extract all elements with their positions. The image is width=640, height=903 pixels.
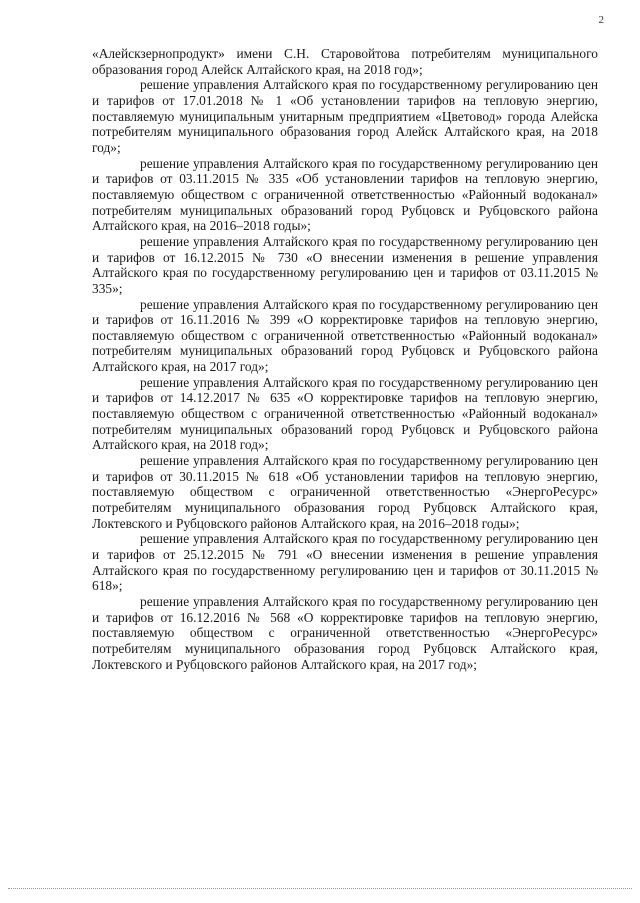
paragraph-decision: решение управления Алтайского края по государственному регулированию цен и тарифов от 17.01.2018 № 1 «Об установлении тарифов на тепловую энергию, поставляемую муниципальным унитарным предприятием «Цветовод» города Алейска потребителям муниципального образования город Алейск Алтайского края, на 2018 год»;	[92, 77, 598, 155]
paragraph-decision: решение управления Алтайского края по государственному регулированию цен и тарифов от 03.11.2015 № 335 «Об установлении тарифов на тепловую энергию, поставляемую обществом с ограниченной ответственностью «Районный водоканал» потребителям муниципальных образований город Рубцовск и Рубцовского района Алтайского края, на 2016–2018 годы»;	[92, 155, 598, 234]
scan-edge-line	[8, 888, 632, 889]
paragraph-decision: решение управления Алтайского края по государственному регулированию цен и тарифов от 16.11.2016 № 399 «О корректировке тарифов на тепловую энергию, поставляемую обществом с ограниченной ответственностью «Районный водоканал» потребителям муниципальных образований город Рубцовск и Рубцовского района Алтайского края, на 2017 год»;	[92, 296, 598, 375]
paragraph-decision: решение управления Алтайского края по государственному регулированию цен и тарифов от 16.12.2016 № 568 «О корректировке тарифов на тепловую энергию, поставляемую обществом с ограниченной ответственностью «ЭнергоРесурс» потребителям муниципального образования город Рубцовск Алтайского края, Локтевского и Рубцовского районов Алтайского края, на 2017 год»;	[92, 593, 598, 672]
paragraph-continuation: «Алейскзернопродукт» имени С.Н. Старовойтова потребителям муниципального образования город Алейск Алтайского края, на 2018 год»;	[92, 46, 598, 77]
paragraph-decision: решение управления Алтайского края по государственному регулированию цен и тарифов от 30.11.2015 № 618 «Об установлении тарифов на тепловую энергию, поставляемую обществом с ограниченной ответственностью «ЭнергоРесурс» потребителям муниципального образования город Рубцовск Алтайского края, Локтевского и Рубцовского районов Алтайского края, на 2016–2018 годы»;	[92, 453, 598, 531]
paragraph-decision: решение управления Алтайского края по государственному регулированию цен и тарифов от 25.12.2015 № 791 «О внесении изменения в решение управления Алтайского края по государственному регулированию цен и тарифов от 30.11.2015 № 618»;	[92, 531, 598, 594]
paragraph-decision: решение управления Алтайского края по государственному регулированию цен и тарифов от 16.12.2015 № 730 «О внесении изменения в решение управления Алтайского края по государственному регулированию цен и тарифов от 03.11.2015 № 335»;	[92, 233, 598, 296]
page-number: 2	[598, 14, 604, 26]
document-body	[92, 46, 598, 672]
paragraph-decision: решение управления Алтайского края по государственному регулированию цен и тарифов от 14.12.2017 № 635 «О корректировке тарифов на тепловую энергию, поставляемую обществом с ограниченной ответственностью «Районный водоканал» потребителям муниципальных образований город Рубцовск и Рубцовского района Алтайского края, на 2018 год»;	[92, 374, 598, 453]
